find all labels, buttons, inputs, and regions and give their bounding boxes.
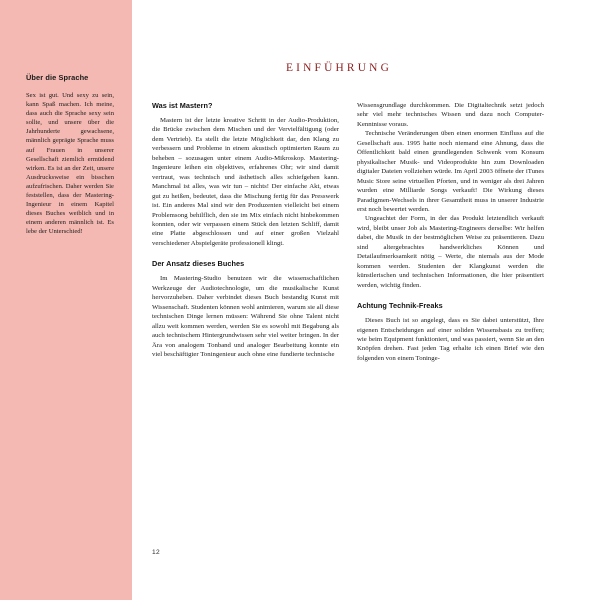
- sidebar-note-body: Sex ist gut. Und sexy zu sein, kann Spaß machen. Ich meine, dass auch die Sprache sexy sein sollte, und unsere über die Jahrhunderte gewachsene, männlich geprägte Sprache muss auf Frauen in unserer Gesellschaft ziemlich ermüdend wirken. Es ist an der Zeit, unsere Ausdrucksweise ein bisschen aufzufrischen. Daher werden Sie feststellen, dass der Mastering-Ingenieur in einem Kapitel dieses Buches weiblich und in einem anderen männlich ist. Es lebe der Unterschied!: [26, 92, 114, 236]
- paragraph: Technische Veränderungen üben einen enormen Einfluss auf die Gesellschaft aus. 1995 hatte noch niemand eine Ahnung, dass die Öffentlichkeit bald einen grundlegenden Schwenk vom Konsum physikalischer Musik- und Videoprodukte hin zum Downloaden digitaler Dateien vollziehen würde. Im April 2003 öffnete der iTunes Music Store seine virtuellen Pforten, und in weniger als drei Jahren wurden eine Milliarde Songs verkauft! Die Wirkung dieses Paradigmen-Wechsels in ihrer Gesamtheit muss in unserer Industrie erst noch bewertet werden.: [357, 130, 544, 213]
- sidebar-note: [26, 73, 114, 237]
- chapter-title: EINFÜHRUNG: [285, 62, 393, 74]
- paragraph: Wissensgrundlage durchkommen. Die Digitaltechnik setzt jedoch sehr viel mehr technisches Wissen und dazu noch Computer-Kenntnisse voraus.: [357, 102, 544, 128]
- page-number: 12: [152, 549, 160, 556]
- text-columns: [152, 101, 544, 363]
- section-heading: Was ist Mastern?: [152, 101, 213, 110]
- column-left: [152, 101, 339, 363]
- column-right: [357, 101, 544, 363]
- page-content: [132, 0, 600, 600]
- sidebar-panel: [0, 0, 132, 600]
- sidebar-note-title: Über die Sprache: [26, 73, 89, 82]
- paragraph: Ungeachtet der Form, in der das Produkt letztendlich verkauft wird, bleibt unser Job als Mastering-Engineers derselbe: Wir helfen dabei, die Musik in der bestmöglichen Weise zu präsentieren. Dazu sind altergebrachtes handwerkliches Können und Detailaufmerksamkeit nötig – Werte, die niemals aus der Mode kommen werden. Studenten der Klangkunst werden die künstlerischen und technischen Informationen, die hier präsentiert werden, wichtig finden.: [357, 215, 544, 289]
- paragraph: Dieses Buch ist so angelegt, dass es Sie dabei unterstützt, Ihre eigenen Entscheidungen auf einer soliden Wissensbasis zu treffen; wie beim Equipment funktioniert, und was passiert, wenn Sie an den Knöpfen drehen. Fast jeden Tag erhalte ich einen Brief wie den folgenden von einem Toninge-: [357, 317, 544, 362]
- section-heading: Achtung Technik-Freaks: [357, 301, 443, 311]
- paragraph: Im Mastering-Studio benutzen wir die wissenschaftlichen Werkzeuge der Audiotechnologie, um die musikalische Kunst hervorzuheben. Daher verbindet dieses Buch bestandig Kunst mit Wissenschaft. Studenten können wohl animieren, warum sie all diese technischen Dinge lernen müssen: Während Sie ohne Talent nicht allzu weit kommen werden, werden Sie es sowohl mit Begabung als auch technischem Hintergrundwissen sehr viel weiter bringen. In der Ära von analogem Tonband und analoger Bearbeitung konnte ein viel beschäftigter Toningenieur auch ohne eine fundierte technische: [152, 275, 339, 358]
- section-heading: Der Ansatz dieses Buches: [152, 259, 245, 269]
- paragraph: Mastern ist der letzte kreative Schritt in der Audio-Produktion, die Brücke zwischen dem Mischen und der Vervielfältigung (oder dem Vertrieb). Es stellt die letzte Möglichkeit dar, den Klang zu verbessern und Probleme in einem akustisch optimierten Raum zu beheben – sozusagen unter einem Audio-Mikroskop. Mastering-Ingenieure leihen ein objektives, erfahrenes Ohr; wir sind damit vertraut, was technisch und ästhetisch alles schiefgehen kann. Manchmal ist alles, was wir tun – nichts! Der einfache Akt, etwas gut zu heißen, bedeutet, dass die Mischung fertig für das Presswerk ist. Ein anderes Mal sind wir den Produzenten vielleicht bei einem Problemsong behilflich, den sie im Mix einfach nicht hinbekommen konnten, oder wir verpassen einem Stück den letzten Schliff, damit eine Platte abgeschlossen und auf einer großen Vielzahl verschiedener Abspielgeräte professionell klingt.: [152, 117, 339, 247]
